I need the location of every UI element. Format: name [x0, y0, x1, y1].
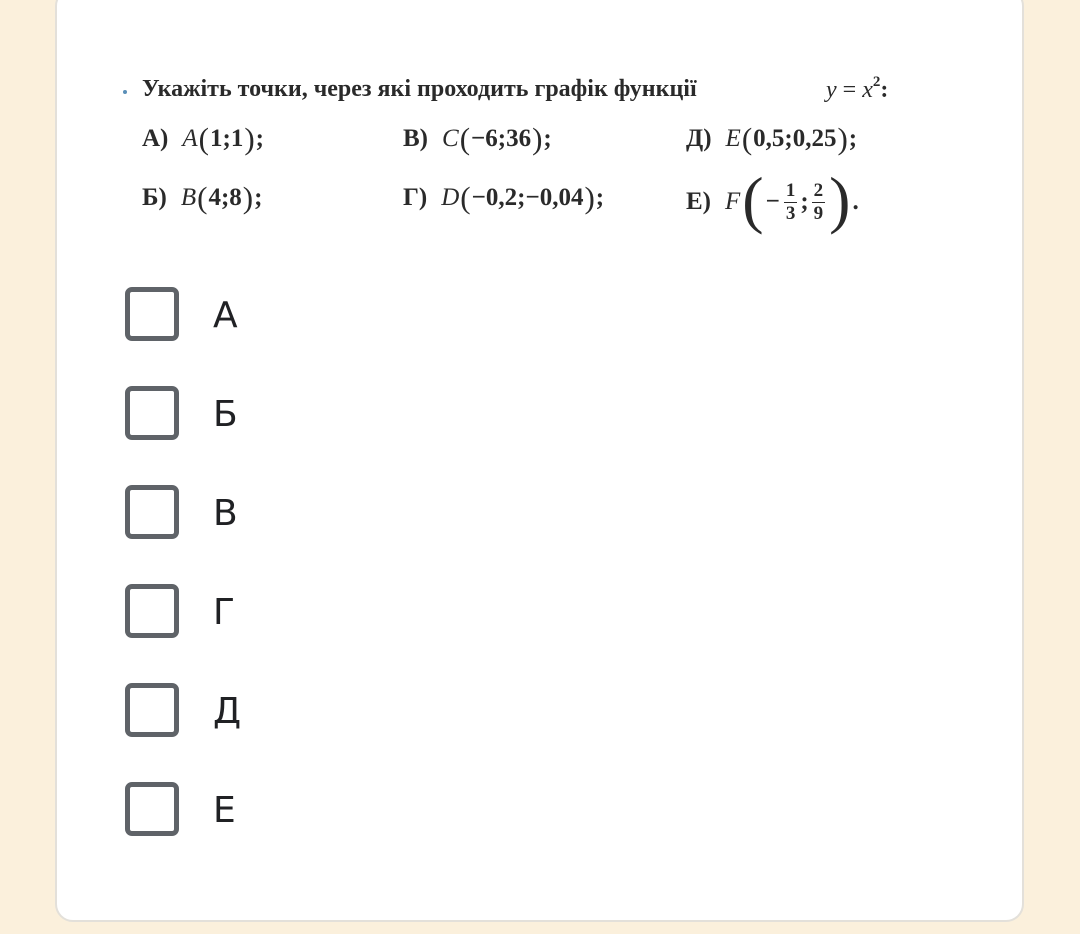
checkbox[interactable]	[125, 584, 179, 638]
question-card	[55, 0, 1024, 922]
option-a: А) A ( 1;1 ) ;	[142, 121, 264, 156]
option-g: Г) D ( −0,2;−0,04 ) ;	[403, 180, 605, 215]
choice-a[interactable]: А	[125, 287, 425, 343]
function-formula: $y = x^2$:	[826, 74, 889, 103]
question-text: Укажіть точки, через які проходить графік функції	[142, 76, 697, 102]
question-image	[57, 0, 1022, 250]
choice-g[interactable]: Г	[125, 584, 425, 640]
choice-b[interactable]: Б	[125, 386, 425, 442]
option-e: Е) F ( − $\frac{1}{3}$ ; $\frac{2}{9}$ ) .	[686, 164, 859, 235]
checkbox[interactable]	[125, 683, 179, 737]
checkbox[interactable]	[125, 287, 179, 341]
choice-v[interactable]: В	[125, 485, 425, 541]
checkbox[interactable]	[125, 782, 179, 836]
option-d: Д) E ( 0,5;0,25 ) ;	[686, 121, 858, 156]
choice-d[interactable]: Д	[125, 683, 425, 739]
option-v: В) C ( −6;36 ) ;	[403, 121, 552, 156]
fraction-two-ninths: $\frac{2}{9}$	[813, 179, 824, 224]
option-b: Б) B ( 4;8 ) ;	[142, 180, 263, 215]
checkbox[interactable]	[125, 485, 179, 539]
choice-e[interactable]: Е	[125, 782, 425, 838]
checkbox[interactable]	[125, 386, 179, 440]
bullet-icon	[123, 90, 127, 94]
fraction-one-third: $\frac{1}{3}$	[785, 179, 796, 224]
